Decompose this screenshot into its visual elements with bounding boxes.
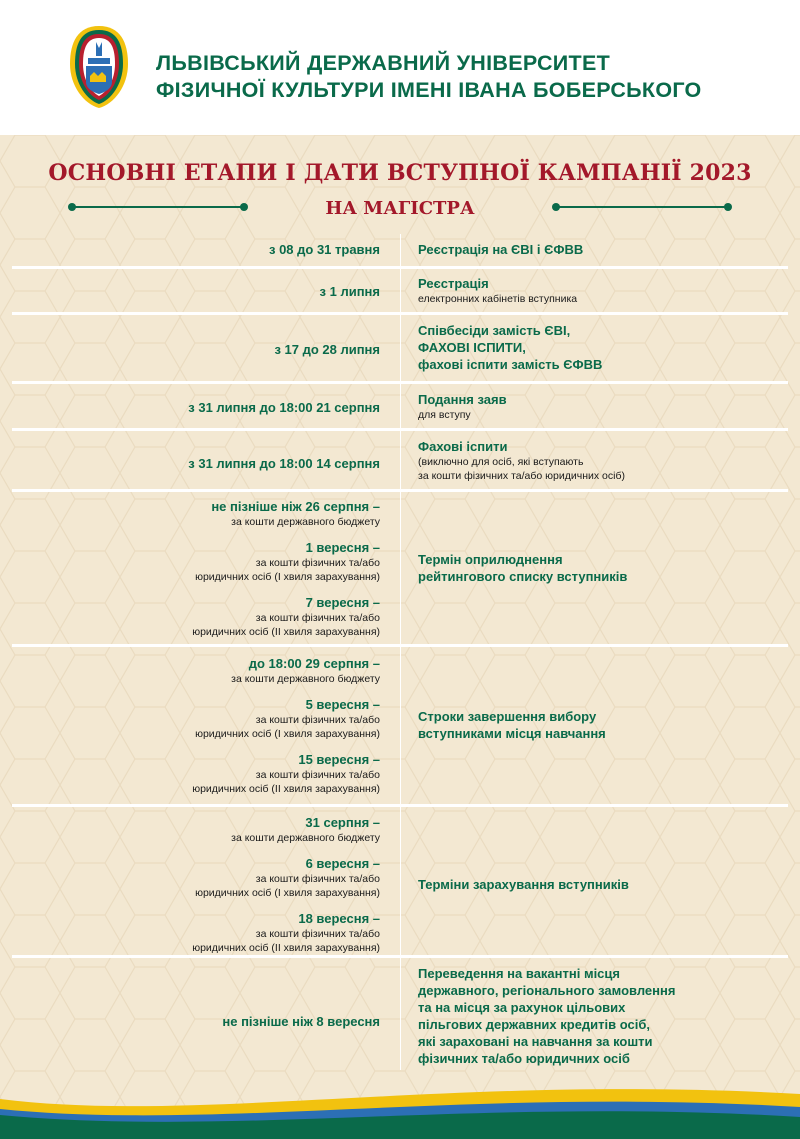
date-note: юридичних осіб (І хвиля зарахування) [195,887,380,899]
row-date: з 1 липня [319,284,380,299]
date-note: юридичних осіб (ІІ хвиля зарахування) [192,626,380,638]
row-event-line: вступниками місця навчання [418,726,606,741]
footer-wave-decoration [0,1069,800,1139]
row-separator [12,381,788,384]
date-note: за кошти фізичних та/або [255,714,380,726]
date-label: 5 вересня – [305,697,380,712]
row-event-line: Співбесіди замість ЄВІ, [418,323,571,338]
row-event-block [418,708,778,742]
row-event-note: для вступу [418,409,471,421]
date-note: юридичних осіб (ІІ хвиля зарахування) [192,942,380,954]
date-item [60,594,380,639]
date-label: не пізніше ніж 26 серпня – [211,499,380,514]
page-subtitle: НА МАГІСТРА [325,198,475,219]
column-divider [400,234,401,1070]
date-note: юридичних осіб (І хвиля зарахування) [195,571,380,583]
row-date: з 31 липня до 18:00 21 серпня [188,400,380,415]
row-event-line: фізичних та/або юридичних осіб [418,1051,630,1066]
row-separator [12,266,788,269]
date-label: до 18:00 29 серпня – [248,656,380,671]
row-event-line: пільгових державних кредитів осіб, [418,1017,651,1032]
date-item [60,498,380,529]
row-event: Реєстрація на ЄВІ і ЄФВВ [418,242,584,257]
row-event-line: та на місця за рахунок цільових [418,1000,626,1015]
date-note: за кошти фізичних та/або [255,769,380,781]
row-event-line: фахові іспити замість ЄФВВ [418,357,603,372]
row-event-line: Переведення на вакантні місця [418,966,620,981]
row-event: Подання заяв [418,392,507,407]
row-dates-block [60,498,380,649]
row-event-block [418,438,778,483]
row-event-line: рейтингового списку вступників [418,569,628,584]
date-item [60,751,380,796]
row-event-line: Строки завершення вибору [418,709,597,724]
row-event-block [418,322,778,373]
date-note: за кошти фізичних та/або [255,557,380,569]
date-note: за кошти фізичних та/або [255,928,380,940]
row-event: Фахові іспити [418,439,508,454]
row-date: з 08 до 31 травня [269,242,380,257]
row-date: з 17 до 28 липня [274,342,380,357]
date-note: юридичних осіб (І хвиля зарахування) [195,728,380,740]
date-label: 6 вересня – [305,856,380,871]
row-event-line: ФАХОВІ ІСПИТИ, [418,340,526,355]
date-note: за кошти фізичних та/або [255,612,380,624]
university-name-line1: ЛЬВІВСЬКИЙ ДЕРЖАВНИЙ УНІВЕРСИТЕТ [156,51,611,75]
row-separator [12,489,788,492]
university-emblem-icon [68,24,130,110]
date-item [60,696,380,741]
date-item [60,539,380,584]
date-label: 7 вересня – [305,595,380,610]
date-item [60,910,380,955]
date-item [60,855,380,900]
date-note: юридичних осіб (ІІ хвиля зарахування) [192,783,380,795]
row-separator [12,312,788,315]
row-separator [12,428,788,431]
row-date: з 31 липня до 18:00 14 серпня [188,456,380,471]
row-event-block [418,551,778,585]
row-event-note: (виключно для осіб, які вступають [418,456,584,468]
date-note: за кошти державного бюджету [231,516,380,528]
row-event-block [418,275,778,306]
row-dates-block [60,814,380,965]
date-label: 15 вересня – [298,752,380,767]
header [0,0,800,135]
page-title: ОСНОВНІ ЕТАПИ І ДАТИ ВСТУПНОЇ КАМПАНІЇ 2023 [48,160,752,186]
university-name [156,50,796,104]
date-note: за кошти державного бюджету [231,673,380,685]
date-item [60,655,380,686]
date-note: за кошти державного бюджету [231,832,380,844]
university-name-line2: ФІЗИЧНОЇ КУЛЬТУРИ ІМЕНІ ІВАНА БОБЕРСЬКОГО [156,78,702,102]
date-item [60,814,380,845]
row-event-block [418,391,778,422]
row-event-line: державного, регіонального замовлення [418,983,676,998]
row-event: Реєстрація [418,276,489,291]
row-dates-block [60,655,380,806]
date-label: 1 вересня – [305,540,380,555]
row-event-line: Терміни зарахування вступників [418,877,629,892]
date-label: 31 серпня – [305,815,380,830]
row-event-line: які зараховані на навчання за кошти [418,1034,653,1049]
row-event-line: Термін оприлюднення [418,552,563,567]
row-event-block [418,965,778,1067]
date-note: за кошти фізичних та/або [255,873,380,885]
row-date: не пізніше ніж 8 вересня [222,1014,380,1029]
row-event-block [418,876,778,893]
date-label: 18 вересня – [298,911,380,926]
row-event-note: електронних кабінетів вступника [418,293,578,305]
row-event-note: за кошти фізичних та/або юридичних осіб) [418,470,625,482]
